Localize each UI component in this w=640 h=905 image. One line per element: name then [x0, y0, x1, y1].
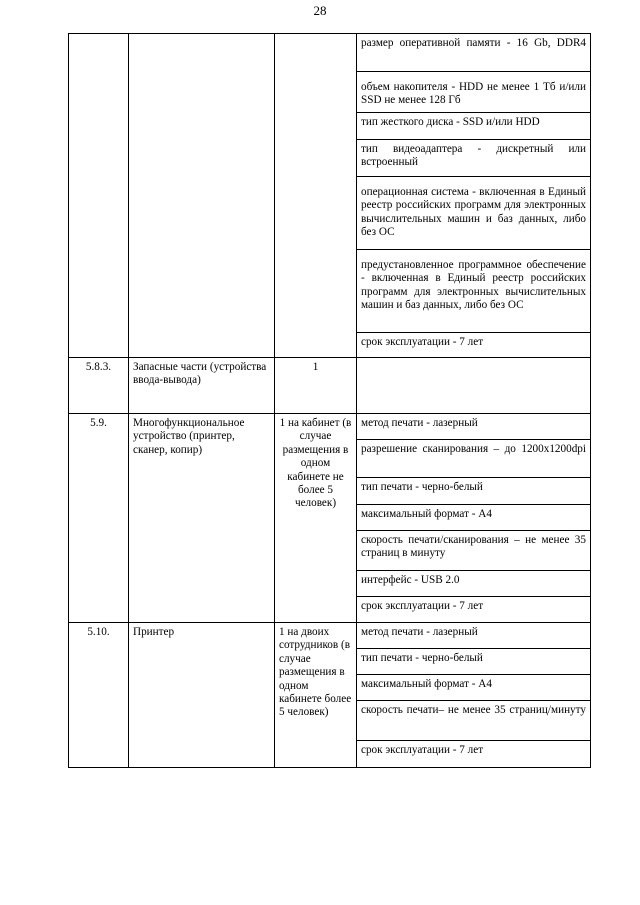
item-number-cell: 5.10.: [69, 623, 129, 768]
item-quantity-cell: 1: [275, 358, 357, 414]
table-row: [69, 358, 591, 414]
spec-value: максимальный формат - А4: [357, 675, 591, 701]
item-name-cell: Запасные части (устройства ввода-вывода): [129, 358, 275, 414]
spec-value: объем накопителя - HDD не менее 1 Тб и/или SSD не менее 128 Гб: [357, 72, 591, 113]
spec-value: тип жесткого диска - SSD и/или HDD: [357, 113, 591, 140]
item-quantity-cell: 1 на двоих сотрудников (в случае размещения в одном кабинете более 5 человек): [275, 623, 357, 768]
spec-value: срок эксплуатации - 7 лет: [357, 597, 591, 623]
spec-value: метод печати - лазерный: [357, 623, 591, 649]
specification-table: [68, 33, 591, 768]
spec-value: размер оперативной памяти - 16 Gb, DDR4: [357, 34, 591, 72]
spec-value: скорость печати– не менее 35 страниц/минуту: [357, 701, 591, 741]
spec-value: тип видеоадаптера - дискретный или встроенный: [357, 140, 591, 177]
spec-value: скорость печати/сканирования – не менее 35 страниц в минуту: [357, 531, 591, 571]
spec-value: предустановленное программное обеспечение - включенная в Единый реестр российских программ для электронных вычислительных машин и баз данных, либо без ОС: [357, 250, 591, 333]
spec-value: тип печати - черно-белый: [357, 649, 591, 675]
table-row: [69, 414, 591, 440]
item-name-cell: Принтер: [129, 623, 275, 768]
item-name-cell: Многофункциональное устройство (принтер, сканер, копир): [129, 414, 275, 623]
item-quantity-cell: 1 на кабинет (в случае размещения в одном кабинете не более 5 человек): [275, 414, 357, 623]
item-number-cell: 5.9.: [69, 414, 129, 623]
item-number-cell: [69, 34, 129, 358]
table-row: [69, 34, 591, 72]
spec-value: метод печати - лазерный: [357, 414, 591, 440]
item-number-cell: 5.8.3.: [69, 358, 129, 414]
item-quantity-cell: [275, 34, 357, 358]
spec-value: операционная система - включенная в Единый реестр российских программ для электронных вычислительных машин и баз данных, либо без ОС: [357, 177, 591, 250]
page-number: 28: [313, 3, 327, 18]
table-row: [69, 623, 591, 649]
spec-value: тип печати - черно-белый: [357, 478, 591, 505]
item-name-cell: [129, 34, 275, 358]
spec-value: [357, 358, 591, 414]
spec-value: срок эксплуатации - 7 лет: [357, 741, 591, 768]
spec-value: интерфейс - USB 2.0: [357, 571, 591, 597]
spec-value: срок эксплуатации - 7 лет: [357, 333, 591, 358]
spec-value: максимальный формат - А4: [357, 505, 591, 531]
spec-value: разрешение сканирования – до 1200x1200dpi: [357, 440, 591, 478]
